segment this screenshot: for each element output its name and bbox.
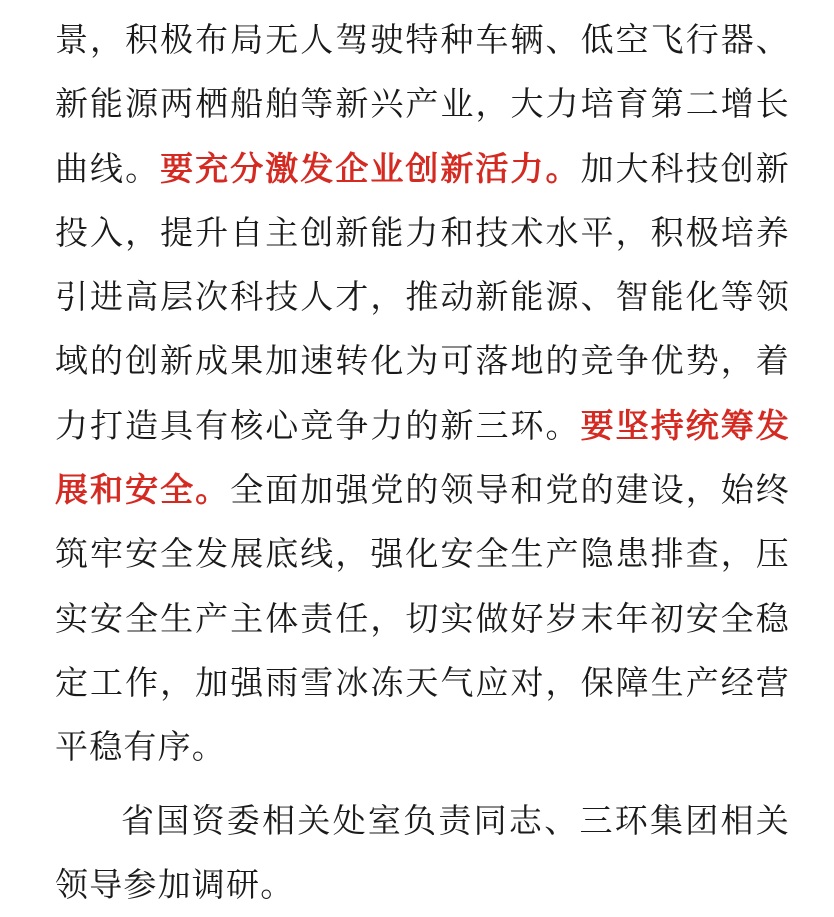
article-paragraph: 省国资委相关处室负责同志、三环集团相关领导参加调研。: [55, 800, 790, 904]
paragraph-text: 加大科技创新投入，提升自主创新能力和技术水平，积极培养引进高层次科技人才，推动新能源、智能化等领域的创新成果加速转化为可落地的竞争优势，着力打造具有核心竞争力的新三环。: [55, 148, 790, 445]
paragraph-text: 景，积极布局无人驾驶特种车辆、低空飞行器、新能源两栖船舶等新兴产业，大力培育第二增长曲线。: [55, 20, 790, 188]
highlight-text: 要充分激发企业创新活力。: [160, 148, 581, 188]
paragraph-text: 全面加强党的领导和党的建设，始终筑牢安全发展底线，强化安全生产隐患排查，压实安全生产主体责任，切实做好岁末年初安全稳定工作，加强雨雪冰冻天气应对，保障生产经营平稳有序。: [55, 470, 791, 767]
article-paragraph: [55, 8, 790, 780]
article-body: [55, 8, 790, 917]
highlight-text: 要坚持统筹发展和安全。: [55, 405, 791, 510]
